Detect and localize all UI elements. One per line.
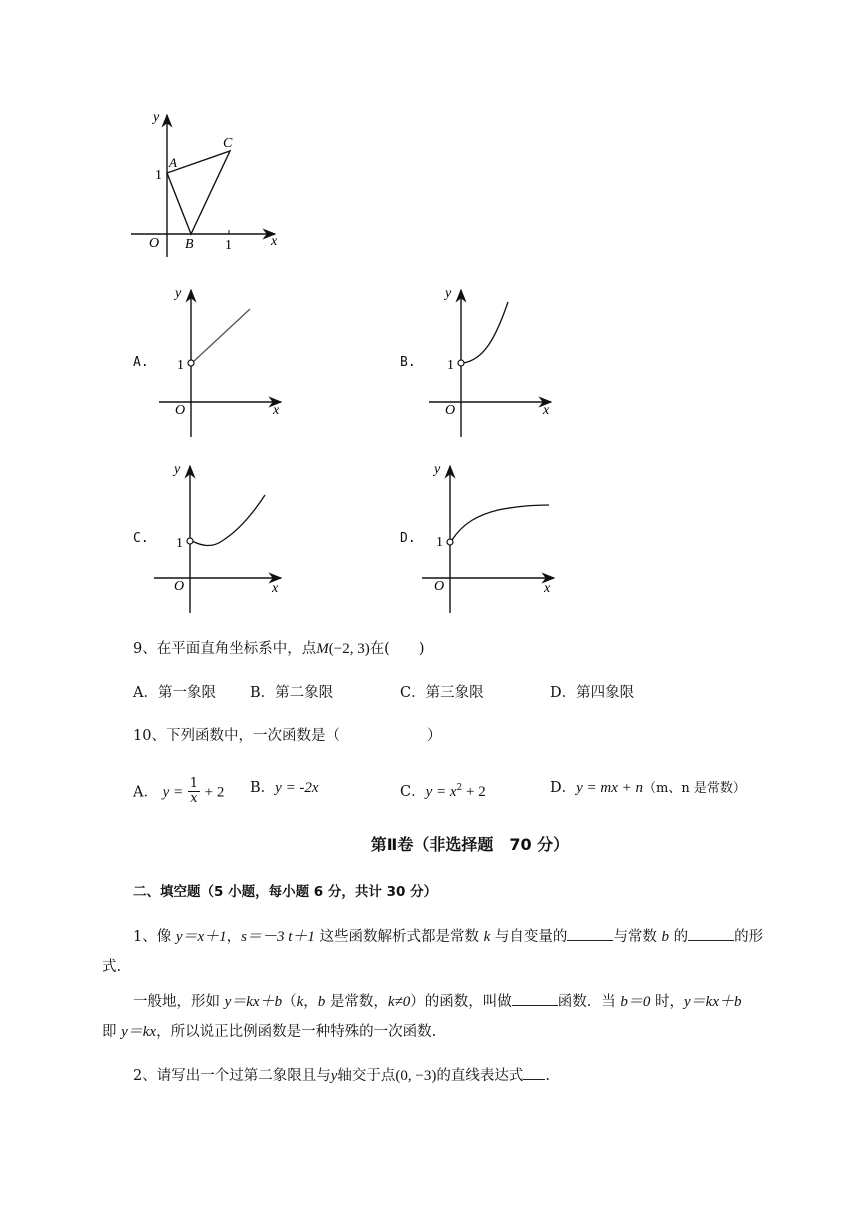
x-axis-label: x <box>271 234 278 249</box>
answer-blank-4[interactable] <box>523 1065 545 1080</box>
svg-text:x: x <box>273 403 280 418</box>
svg-text:1: 1 <box>436 535 443 550</box>
graph-c-curve <box>192 495 265 546</box>
question-9-option-c[interactable]: C．第三象限 <box>400 685 484 701</box>
graph-d-curve <box>452 505 549 540</box>
svg-text:x: x <box>272 581 279 596</box>
svg-text:y: y <box>175 286 182 301</box>
svg-text:y: y <box>434 462 441 477</box>
question-9-option-a[interactable]: A．第一象限 <box>133 685 216 701</box>
svg-text:O: O <box>175 403 186 418</box>
point-a-label: A <box>169 155 177 170</box>
graph-option-a-label[interactable]: A. <box>133 355 149 370</box>
graph-option-b-label[interactable]: B. <box>400 355 416 370</box>
point-c-label: C <box>223 136 233 151</box>
question-9-option-b[interactable]: B．第二象限 <box>250 685 334 701</box>
svg-text:1: 1 <box>176 536 183 551</box>
answer-blank-3[interactable] <box>512 991 558 1006</box>
question-10-option-a[interactable]: A． y = $\frac{1}{x}$ + 2 <box>133 776 225 806</box>
svg-text:O: O <box>434 579 445 594</box>
graph-option-c-label[interactable]: C. <box>133 531 149 546</box>
fill-1-paragraph-2: 一般地，形如 y＝kx＋b（k，b 是常数，k≠0）的函数，叫做 函数．当 b＝0 时，y＝kx＋b 即 y＝kx，所以说正比例函数是一种特殊的一次函数. <box>102 987 802 1047</box>
graph-a-curve <box>193 309 250 362</box>
graph-option-d-label[interactable]: D. <box>400 531 416 546</box>
y-tick-1: 1 <box>155 168 162 183</box>
svg-text:1: 1 <box>177 358 184 373</box>
triangle-figure <box>125 105 285 265</box>
svg-text:O: O <box>445 403 456 418</box>
graph-option-b[interactable] <box>425 282 560 442</box>
x-tick-1: 1 <box>225 238 232 253</box>
section-2-title: 第Ⅱ卷（非选择题 70 分） <box>370 835 570 854</box>
svg-text:y: y <box>174 462 181 477</box>
svg-text:x: x <box>544 581 551 596</box>
fill-2-stem: 2、请写出一个过第二象限且与y轴交于点(0, −3)的直线表达式 . <box>133 1065 550 1086</box>
graph-option-a[interactable] <box>155 282 290 442</box>
question-10-option-b[interactable]: B．y = -2x <box>250 780 319 796</box>
question-10-stem: 10、下列函数中，一次函数是（ ） <box>133 728 442 744</box>
question-9-stem: 9、在平面直角坐标系中，点M(−2, 3)在( ) <box>133 641 425 657</box>
origin-label: O <box>149 236 160 251</box>
graph-b-curve <box>463 302 508 363</box>
svg-text:y: y <box>445 286 452 301</box>
svg-text:1: 1 <box>447 358 454 373</box>
answer-blank-2[interactable] <box>688 926 734 941</box>
section-2-subtitle: 二、填空题（5 小题，每小题 6 分，共计 30 分） <box>133 884 438 900</box>
svg-text:x: x <box>543 403 550 418</box>
question-10-option-d[interactable]: D．y = mx + n（m、n 是常数） <box>550 780 746 796</box>
graph-option-c[interactable] <box>150 458 290 618</box>
answer-blank-1[interactable] <box>567 926 613 941</box>
svg-text:O: O <box>174 579 185 594</box>
point-b-label: B <box>185 237 194 252</box>
question-9-option-d[interactable]: D．第四象限 <box>550 685 635 701</box>
question-10-option-c[interactable]: C．$y = x^2 + 2$ <box>400 783 486 800</box>
y-axis-label: y <box>153 110 160 125</box>
fill-1-paragraph-1: 1、像 y＝x＋1，s＝－3 t＋1 这些函数解析式都是常数 k 与自变量的 与常数 b 的 的形 式. <box>102 922 802 982</box>
graph-option-d[interactable] <box>418 458 563 618</box>
